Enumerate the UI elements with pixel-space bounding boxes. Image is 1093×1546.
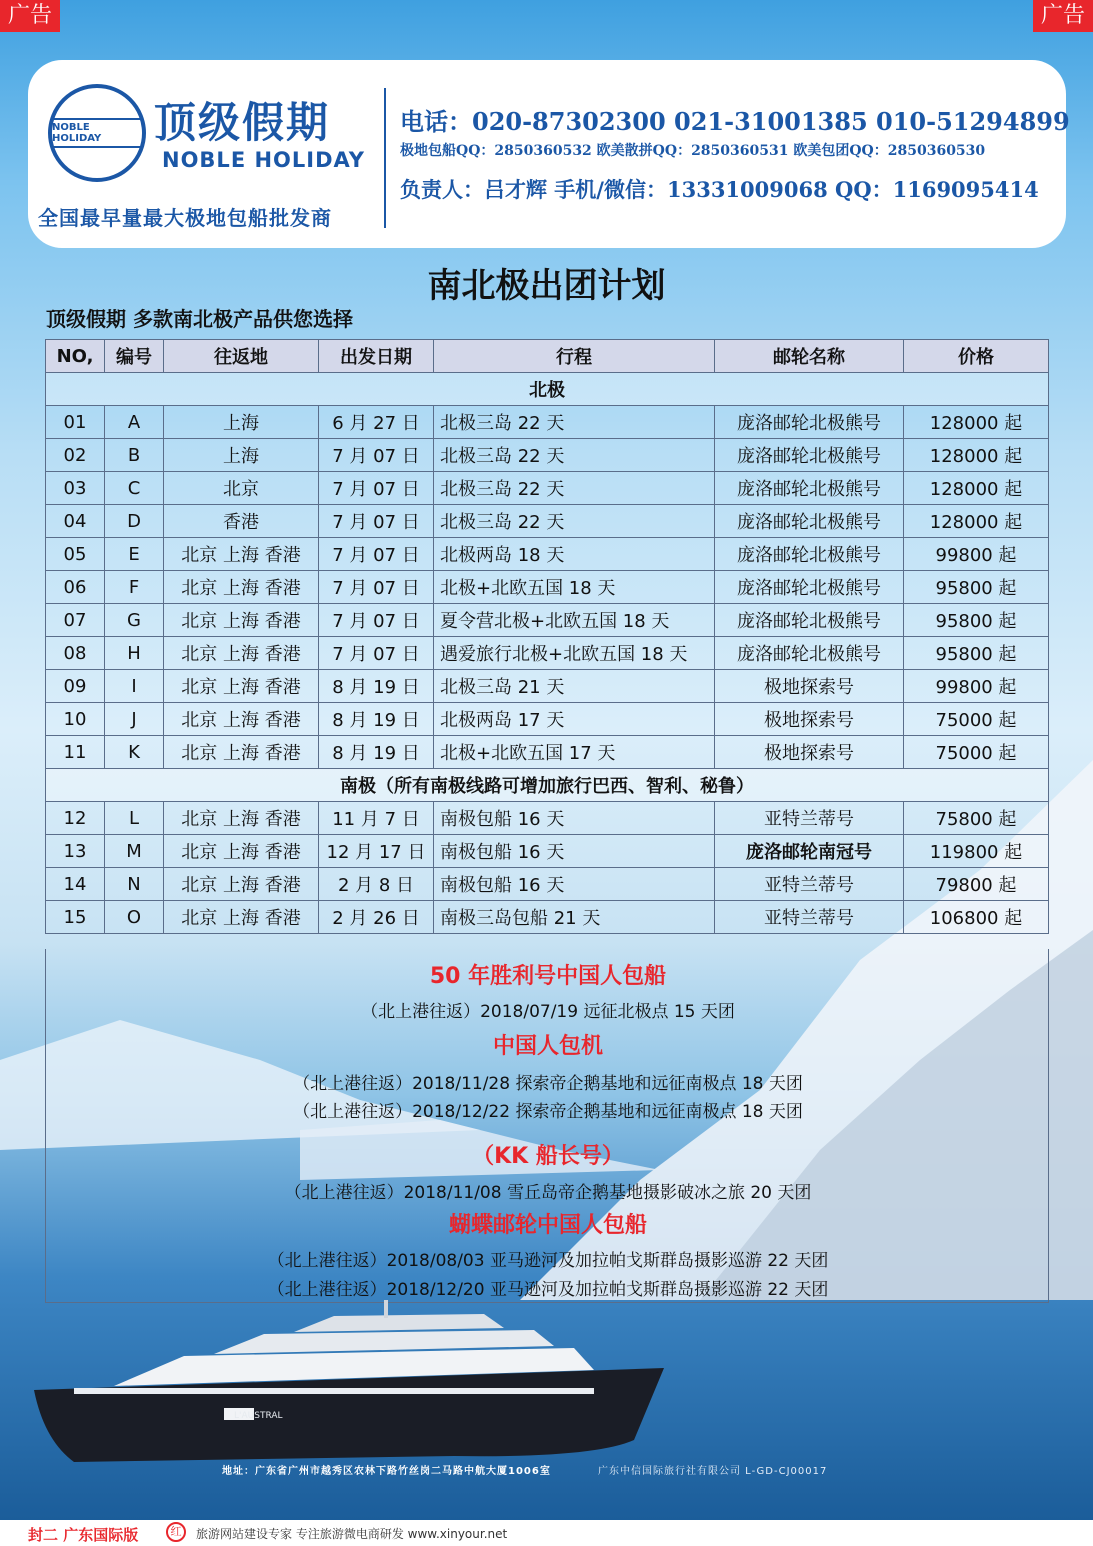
cell-price: 99800 起 — [904, 538, 1049, 571]
section-row-north — [46, 373, 1049, 406]
special-heading: （KK 船长号） — [472, 1144, 624, 1169]
cell-code: H — [105, 637, 164, 670]
table-row — [46, 637, 1049, 670]
cell-ship: 庞洛邮轮北极熊号 — [715, 439, 904, 472]
page-subtitle: 顶级假期 多款南北极产品供您选择 — [46, 307, 353, 331]
cell-ship: 庞洛邮轮北极熊号 — [715, 505, 904, 538]
cell-itinerary: 北极三岛 22 天 — [434, 472, 715, 505]
col-header-price: 价格 — [904, 340, 1049, 373]
cell-itinerary: 北极+北欧五国 17 天 — [434, 736, 715, 769]
red-badge-icon: 红 — [166, 1522, 186, 1542]
cell-ship: 极地探索号 — [715, 703, 904, 736]
cell-date: 12 月 17 日 — [319, 835, 434, 868]
cell-date: 8 月 19 日 — [319, 670, 434, 703]
cell-origin: 北京 上海 香港 — [164, 538, 319, 571]
phone-numbers: 电话：020-87302300 021-31001385 010-51294899 — [400, 107, 1070, 136]
cruise-ship-illustration — [34, 1290, 694, 1470]
cell-date: 8 月 19 日 — [319, 736, 434, 769]
cell-no: 13 — [46, 835, 105, 868]
cell-itinerary: 夏令营北极+北欧五国 18 天 — [434, 604, 715, 637]
cell-ship: 庞洛邮轮北极熊号 — [715, 472, 904, 505]
cell-no: 14 — [46, 868, 105, 901]
cell-itinerary: 南极包船 16 天 — [434, 835, 715, 868]
cell-code: F — [105, 571, 164, 604]
cell-code: M — [105, 835, 164, 868]
table-row — [46, 901, 1049, 934]
section-title-south: 南极（所有南极线路可增加旅行巴西、智利、秘鲁） — [46, 769, 1049, 802]
special-heading: 50 年胜利号中国人包船 — [429, 964, 667, 989]
page-title: 南北极出团计划 — [427, 266, 666, 306]
cell-origin: 北京 上海 香港 — [164, 835, 319, 868]
cell-origin: 北京 上海 香港 — [164, 670, 319, 703]
cell-code: B — [105, 439, 164, 472]
cell-price: 95800 起 — [904, 637, 1049, 670]
cell-no: 07 — [46, 604, 105, 637]
cell-date: 8 月 19 日 — [319, 703, 434, 736]
special-line: （北上港往返）2018/07/19 远征北极点 15 天团 — [361, 1002, 735, 1022]
cell-no: 11 — [46, 736, 105, 769]
col-header-itinerary: 行程 — [434, 340, 715, 373]
table-row — [46, 571, 1049, 604]
table-row — [46, 604, 1049, 637]
cell-itinerary: 南极包船 16 天 — [434, 868, 715, 901]
cell-itinerary: 南极三岛包船 21 天 — [434, 901, 715, 934]
cell-no: 12 — [46, 802, 105, 835]
col-header-no: NO, — [46, 340, 105, 373]
cell-ship: 庞洛邮轮北极熊号 — [715, 538, 904, 571]
brand-name-cn: 顶级假期 — [154, 98, 331, 147]
cell-origin: 香港 — [164, 505, 319, 538]
footer-address: 地址：广东省广州市越秀区农林下路竹丝岗二马路中航大厦1006室 — [222, 1466, 551, 1477]
cell-ship: 亚特兰蒂号 — [715, 901, 904, 934]
cell-itinerary: 北极两岛 17 天 — [434, 703, 715, 736]
cell-price: 99800 起 — [904, 670, 1049, 703]
cell-date: 11 月 7 日 — [319, 802, 434, 835]
cell-origin: 北京 上海 香港 — [164, 571, 319, 604]
col-header-code: 编号 — [105, 340, 164, 373]
cell-no: 04 — [46, 505, 105, 538]
manager-contact: 负责人：吕才辉 手机/微信：13331009068 QQ：1169095414 — [400, 177, 1039, 202]
header-card — [28, 60, 1070, 248]
qq-contacts: 极地包船QQ：2850360532 欧美散拼QQ：2850360531 欧美包团QQ：2850360530 — [400, 143, 986, 159]
cell-itinerary: 北极三岛 22 天 — [434, 406, 715, 439]
cell-ship: 极地探索号 — [715, 670, 904, 703]
cell-itinerary: 遇爱旅行北极+北欧五国 18 天 — [434, 637, 715, 670]
ad-tag-left: 广告 — [0, 0, 60, 32]
special-heading: 蝴蝶邮轮中国人包船 — [448, 1213, 647, 1238]
header-divider — [384, 88, 386, 228]
noble-holiday-logo — [48, 84, 146, 182]
col-header-origin: 往返地 — [164, 340, 319, 373]
cell-code: J — [105, 703, 164, 736]
cell-price: 75000 起 — [904, 703, 1049, 736]
cell-itinerary: 南极包船 16 天 — [434, 802, 715, 835]
special-charters-box — [45, 949, 1049, 1303]
table-row — [46, 802, 1049, 835]
cell-no: 08 — [46, 637, 105, 670]
cell-origin: 上海 — [164, 406, 319, 439]
section-title-north: 北极 — [46, 373, 1049, 406]
cell-origin: 北京 上海 香港 — [164, 703, 319, 736]
cell-code: K — [105, 736, 164, 769]
cell-code: C — [105, 472, 164, 505]
cell-code: L — [105, 802, 164, 835]
cell-date: 7 月 07 日 — [319, 505, 434, 538]
cell-origin: 北京 上海 香港 — [164, 901, 319, 934]
cell-ship: 庞洛邮轮北极熊号 — [715, 571, 904, 604]
cell-no: 09 — [46, 670, 105, 703]
cell-code: D — [105, 505, 164, 538]
cell-no: 15 — [46, 901, 105, 934]
cell-no: 02 — [46, 439, 105, 472]
cell-ship: 庞洛邮轮南冠号 — [715, 835, 904, 868]
page-section-label: 封二 广东国际版 — [28, 1526, 139, 1544]
cell-ship: 庞洛邮轮北极熊号 — [715, 604, 904, 637]
ship-name: L'AUSTRAL — [234, 1411, 283, 1421]
cell-origin: 北京 上海 香港 — [164, 736, 319, 769]
cell-price: 75000 起 — [904, 736, 1049, 769]
cell-code: G — [105, 604, 164, 637]
cell-price: 128000 起 — [904, 505, 1049, 538]
table-row — [46, 406, 1049, 439]
special-line: （北上港往返）2018/11/08 雪丘岛帝企鹅基地摄影破冰之旅 20 天团 — [284, 1183, 812, 1203]
cell-date: 2 月 26 日 — [319, 901, 434, 934]
cell-itinerary: 北极+北欧五国 18 天 — [434, 571, 715, 604]
cell-no: 10 — [46, 703, 105, 736]
cell-ship: 亚特兰蒂号 — [715, 802, 904, 835]
cell-date: 2 月 8 日 — [319, 868, 434, 901]
footer-license: 广东中信国际旅行社有限公司 L-GD-CJ00017 — [598, 1466, 828, 1477]
cell-price: 106800 起 — [904, 901, 1049, 934]
cell-date: 7 月 07 日 — [319, 604, 434, 637]
cell-origin: 北京 上海 香港 — [164, 868, 319, 901]
special-line: （北上港往返）2018/12/20 亚马逊河及加拉帕戈斯群岛摄影巡游 22 天团 — [267, 1280, 829, 1300]
cell-price: 75800 起 — [904, 802, 1049, 835]
cell-itinerary: 北极三岛 21 天 — [434, 670, 715, 703]
publisher-line: 旅游网站建设专家 专注旅游微电商研发 www.xinyour.net — [196, 1527, 508, 1541]
cell-ship: 庞洛邮轮北极熊号 — [715, 406, 904, 439]
cell-code: A — [105, 406, 164, 439]
cell-date: 6 月 27 日 — [319, 406, 434, 439]
col-header-date: 出发日期 — [319, 340, 434, 373]
cell-no: 06 — [46, 571, 105, 604]
cell-code: N — [105, 868, 164, 901]
cell-origin: 北京 上海 香港 — [164, 604, 319, 637]
cell-itinerary: 北极三岛 22 天 — [434, 439, 715, 472]
special-line: （北上港往返）2018/11/28 探索帝企鹅基地和远征南极点 18 天团 — [293, 1074, 803, 1094]
cell-code: I — [105, 670, 164, 703]
cell-date: 7 月 07 日 — [319, 538, 434, 571]
table-header-row — [46, 340, 1049, 373]
cell-date: 7 月 07 日 — [319, 472, 434, 505]
special-heading: 中国人包机 — [492, 1034, 603, 1059]
bottom-bar — [0, 1520, 1093, 1546]
cell-no: 05 — [46, 538, 105, 571]
cell-price: 95800 起 — [904, 604, 1049, 637]
cell-no: 01 — [46, 406, 105, 439]
cell-origin: 北京 — [164, 472, 319, 505]
cell-date: 7 月 07 日 — [319, 637, 434, 670]
cell-date: 7 月 07 日 — [319, 571, 434, 604]
cell-ship: 庞洛邮轮北极熊号 — [715, 637, 904, 670]
section-row-south — [46, 769, 1049, 802]
special-line: （北上港往返）2018/12/22 探索帝企鹅基地和远征南极点 18 天团 — [293, 1102, 803, 1122]
cell-ship: 亚特兰蒂号 — [715, 868, 904, 901]
cell-price: 128000 起 — [904, 472, 1049, 505]
ad-tag-right: 广告 — [1033, 0, 1093, 32]
logo-text: NOBLE HOLIDAY — [52, 118, 142, 148]
cell-date: 7 月 07 日 — [319, 439, 434, 472]
cell-itinerary: 北极两岛 18 天 — [434, 538, 715, 571]
table-row — [46, 835, 1049, 868]
tour-plan-table — [45, 339, 1049, 934]
table-row — [46, 538, 1049, 571]
brand-name-en: NOBLE HOLIDAY — [162, 148, 365, 172]
cell-origin: 北京 上海 香港 — [164, 637, 319, 670]
col-header-ship: 邮轮名称 — [715, 340, 904, 373]
cell-no: 03 — [46, 472, 105, 505]
cell-price: 95800 起 — [904, 571, 1049, 604]
cell-itinerary: 北极三岛 22 天 — [434, 505, 715, 538]
table-row — [46, 472, 1049, 505]
cell-ship: 极地探索号 — [715, 736, 904, 769]
cell-price: 119800 起 — [904, 835, 1049, 868]
table-row — [46, 868, 1049, 901]
cell-origin: 北京 上海 香港 — [164, 802, 319, 835]
table-row — [46, 703, 1049, 736]
table-row — [46, 439, 1049, 472]
cell-price: 128000 起 — [904, 439, 1049, 472]
cell-code: O — [105, 901, 164, 934]
table-row — [46, 736, 1049, 769]
special-line: （北上港往返）2018/08/03 亚马逊河及加拉帕戈斯群岛摄影巡游 22 天团 — [267, 1251, 829, 1271]
table-row — [46, 505, 1049, 538]
brand-slogan: 全国最早量最大极地包船批发商 — [38, 206, 332, 230]
cell-price: 128000 起 — [904, 406, 1049, 439]
table-row — [46, 670, 1049, 703]
cell-code: E — [105, 538, 164, 571]
cell-price: 79800 起 — [904, 868, 1049, 901]
cell-origin: 上海 — [164, 439, 319, 472]
